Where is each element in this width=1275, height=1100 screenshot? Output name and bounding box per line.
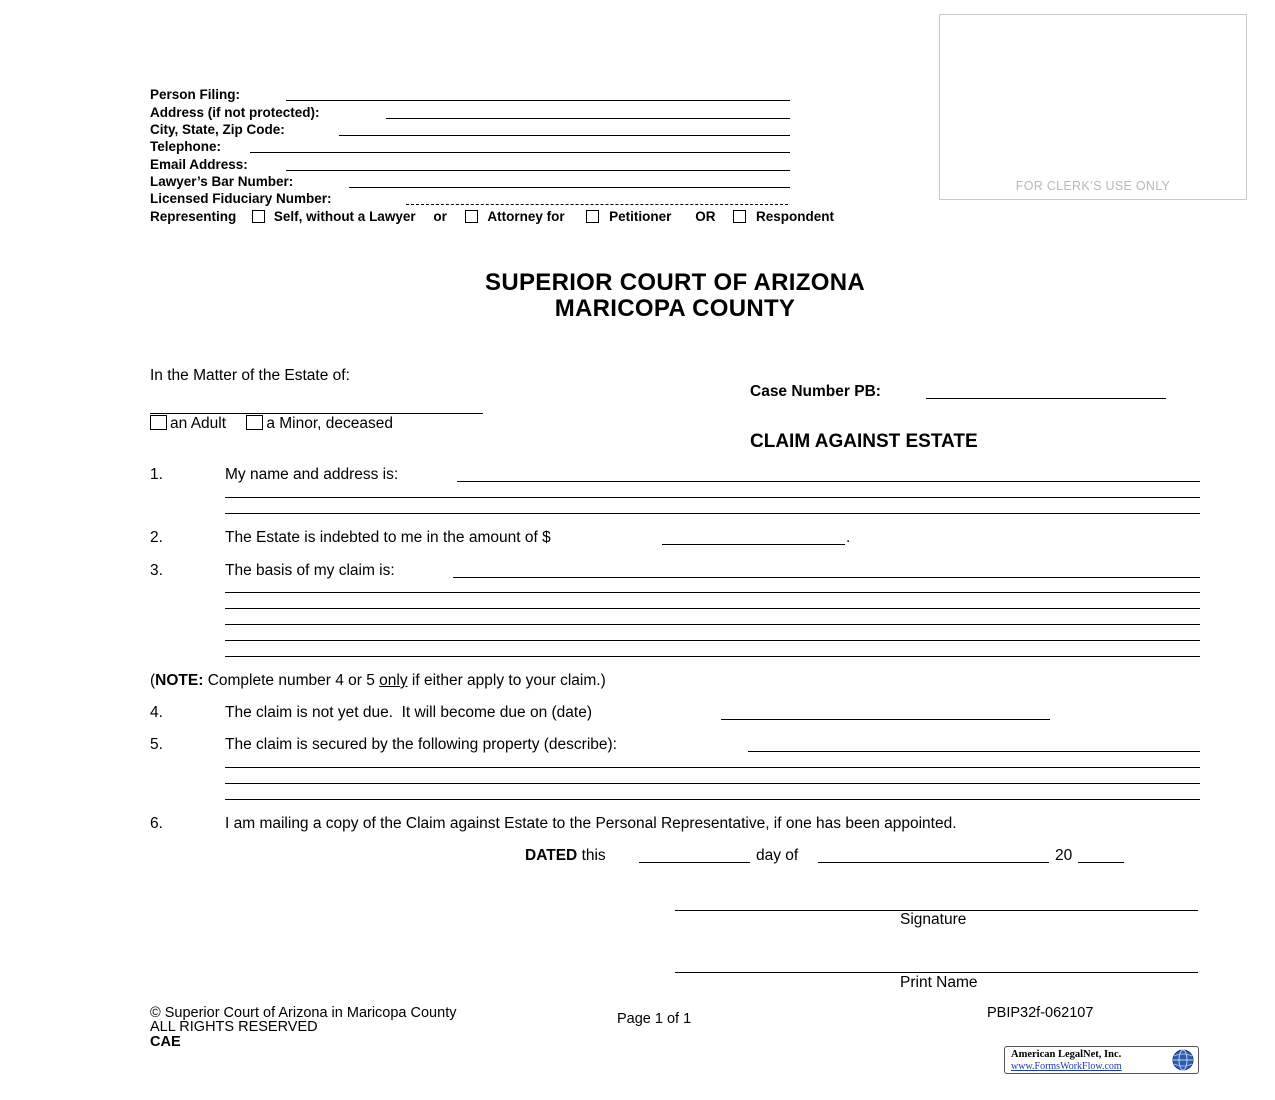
adult-minor-row	[150, 415, 393, 433]
email-field[interactable]	[286, 170, 790, 171]
print-name-label: Print Name	[900, 974, 978, 991]
footer-copyright: © Superior Court of Arizona in Maricopa County	[150, 1005, 457, 1021]
respondent-label: Respondent	[755, 209, 834, 224]
item-5-text: The claim is secured by the following property (describe):	[225, 736, 617, 753]
property-field-3[interactable]	[225, 783, 1200, 784]
dated-day-field[interactable]	[639, 862, 750, 863]
minor-checkbox[interactable]	[246, 415, 263, 430]
court-title-line1: SUPERIOR COURT OF ARIZONA	[485, 269, 865, 296]
claim-title: CLAIM AGAINST ESTATE	[750, 431, 978, 452]
address-label: Address (if not protected):	[150, 105, 320, 120]
person-filing-field[interactable]	[286, 100, 790, 101]
bar-number-label: Lawyer’s Bar Number:	[150, 174, 294, 189]
item-6-number: 6.	[150, 815, 163, 832]
court-title-line2: MARICOPA COUNTY	[554, 295, 796, 322]
or-label: or	[433, 209, 447, 224]
note-part-a: Complete number 4 or 5	[203, 672, 380, 689]
item-3-text: The basis of my claim is:	[225, 562, 395, 579]
fiduciary-number-label: Licensed Fiduciary Number:	[150, 191, 332, 206]
petitioner-label: Petitioner	[609, 209, 672, 224]
item-5-number: 5.	[150, 736, 163, 753]
note-part-b: if either apply to your claim.)	[407, 672, 606, 689]
footer-rights: ALL RIGHTS RESERVED	[150, 1019, 318, 1035]
telephone-field[interactable]	[250, 152, 790, 153]
name-address-field-2[interactable]	[225, 497, 1200, 498]
note-open-paren: (	[150, 672, 156, 689]
day-of-label: day of	[756, 847, 799, 864]
item-6-text: I am mailing a copy of the Claim against Estate to the Personal Representative, if one has been appointed.	[225, 815, 957, 832]
petitioner-checkbox[interactable]	[586, 210, 599, 223]
adult-label: an Adult	[170, 415, 227, 432]
or-upper-label: OR	[695, 209, 716, 224]
adult-checkbox[interactable]	[150, 415, 167, 430]
basis-field-5[interactable]	[225, 640, 1200, 641]
item-4-number: 4.	[150, 704, 163, 721]
basis-field-6[interactable]	[225, 656, 1200, 657]
footer-form-code: CAE	[150, 1034, 181, 1050]
item-1-text: My name and address is:	[225, 466, 399, 483]
logo-url[interactable]: www.FormsWorkFlow.com	[1011, 1061, 1122, 1072]
case-number-label: Case Number PB:	[750, 383, 881, 400]
amount-field[interactable]	[662, 544, 845, 545]
bar-number-field[interactable]	[349, 187, 790, 188]
item-3-number: 3.	[150, 562, 163, 579]
item-2-period: .	[846, 529, 851, 546]
self-checkbox[interactable]	[252, 210, 265, 223]
property-field-1[interactable]	[748, 751, 1200, 752]
fiduciary-number-field[interactable]	[406, 204, 788, 205]
basis-field-2[interactable]	[225, 592, 1200, 593]
representing-label: Representing	[150, 209, 237, 224]
dated-this-label: this	[581, 847, 606, 864]
globe-icon	[1171, 1048, 1195, 1072]
decedent-name-field[interactable]	[150, 413, 483, 414]
person-filing-label: Person Filing:	[150, 87, 241, 102]
footer-form-id: PBIP32f-062107	[987, 1005, 1094, 1021]
note-bold-label: NOTE:	[155, 672, 204, 689]
item-2-number: 2.	[150, 529, 163, 546]
dated-label: DATED	[525, 847, 578, 864]
property-field-4[interactable]	[225, 799, 1200, 800]
city-state-zip-label: City, State, Zip Code:	[150, 122, 285, 137]
representing-row	[150, 209, 834, 224]
dated-row	[525, 847, 606, 865]
basis-field-1[interactable]	[453, 577, 1200, 578]
matter-label: In the Matter of the Estate of:	[150, 367, 350, 384]
dated-year-field[interactable]	[1078, 862, 1124, 863]
address-field[interactable]	[386, 118, 790, 119]
year-prefix-label: 20	[1055, 847, 1073, 864]
logo-company-name: American LegalNet, Inc.	[1011, 1049, 1122, 1060]
telephone-label: Telephone:	[150, 139, 222, 154]
footer-page-number: Page 1 of 1	[617, 1011, 692, 1027]
item-4-text: The claim is not yet due. It will become due on (date)	[225, 704, 593, 721]
clerk-use-box	[939, 14, 1247, 200]
city-state-zip-field[interactable]	[339, 135, 790, 136]
email-label: Email Address:	[150, 157, 248, 172]
note-only-underlined: only	[379, 672, 408, 689]
print-name-field[interactable]	[675, 972, 1198, 973]
minor-label: a Minor, deceased	[266, 415, 394, 432]
attorney-checkbox[interactable]	[465, 210, 478, 223]
basis-field-3[interactable]	[225, 608, 1200, 609]
attorney-label: Attorney for	[487, 209, 565, 224]
respondent-checkbox[interactable]	[733, 210, 746, 223]
signature-label: Signature	[900, 911, 967, 928]
basis-field-4[interactable]	[225, 624, 1200, 625]
clerk-use-label: FOR CLERK’S USE ONLY	[1015, 179, 1171, 193]
due-date-field[interactable]	[721, 719, 1050, 720]
case-number-field[interactable]	[926, 398, 1166, 399]
name-address-field-1[interactable]	[457, 481, 1200, 482]
self-label: Self, without a Lawyer	[273, 209, 416, 224]
legalnet-logo[interactable]	[1004, 1046, 1199, 1074]
note-text	[150, 672, 606, 690]
item-2-text: The Estate is indebted to me in the amount of $	[225, 529, 551, 546]
name-address-field-3[interactable]	[225, 513, 1200, 514]
item-1-number: 1.	[150, 466, 163, 483]
property-field-2[interactable]	[225, 767, 1200, 768]
dated-month-field[interactable]	[818, 862, 1049, 863]
